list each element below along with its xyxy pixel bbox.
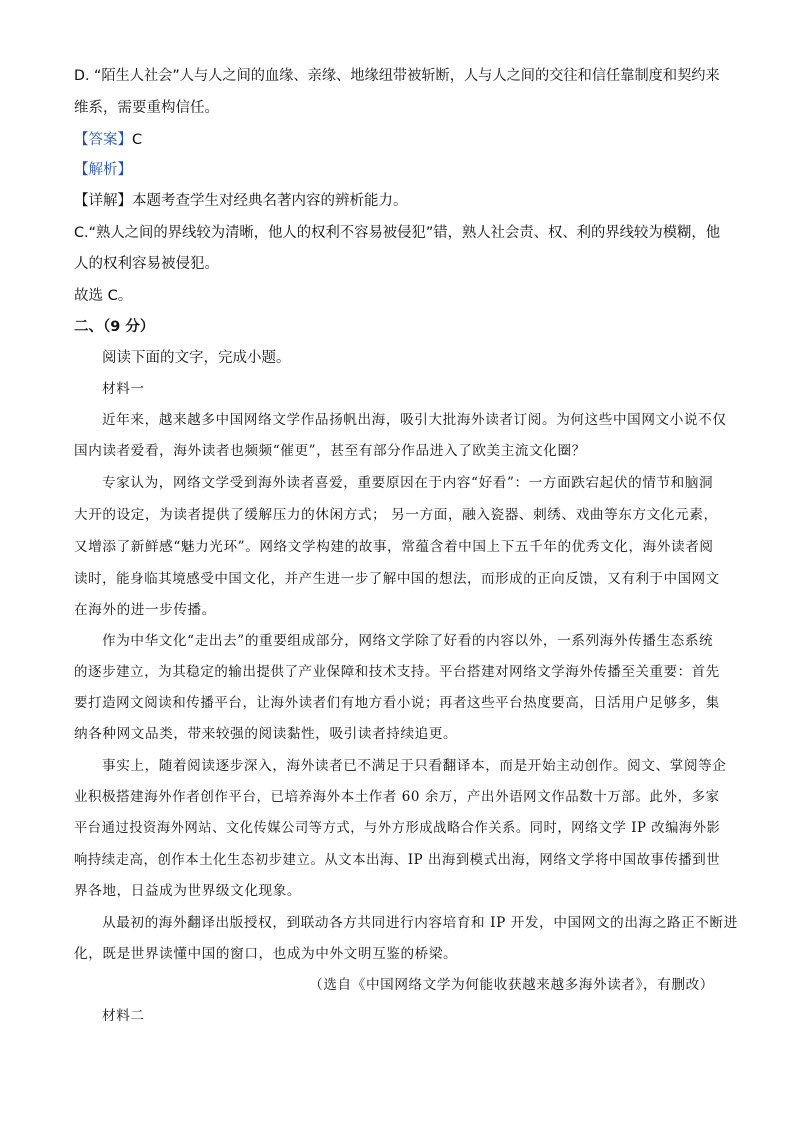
paragraph-line: 大开的设定，为读者提供了缓解压力的休闲方式； 另一方面，融入瓷器、刺绣、戏曲等东方文化元素， (74, 507, 718, 523)
paragraph-line: 又增添了新鲜感“魅力光环”。网络文学构建的故事，常蕴含着中国上下五千年的优秀文化，海外读者阅 (74, 539, 714, 555)
conclusion: 故选 C。 (74, 288, 133, 304)
material-1-label: 材料一 (102, 381, 145, 397)
instruction: 阅读下面的文字，完成小题。 (102, 350, 291, 366)
analysis-line (74, 160, 132, 180)
answer-line (74, 130, 142, 150)
detail-line (74, 191, 408, 211)
material-2-label: 材料二 (102, 1008, 145, 1024)
paragraph-line: 国内读者爱看，海外读者也频频“催更”，甚至有部分作品进入了欧美主流文化圈？ (74, 443, 586, 459)
answer-tag: 【答案】 (74, 132, 132, 148)
paragraph-line: 从最初的海外翻译出版授权，到联动各方共同进行内容培育和 IP 开发，中国网文的出海之路正不断进 (102, 915, 738, 931)
option-c-line-2: 人的权利容易被侵犯。 (74, 256, 219, 272)
detail-text: 本题考查学生对经典名著内容的辨析能力。 (132, 193, 408, 209)
paragraph-line: 业积极搭建海外作者创作平台，已培养海外本土作者 60 余万，产出外语网文作品数十万部。此外，多家 (74, 789, 720, 805)
paragraph-line: 作为中华文化“走出去”的重要组成部分，网络文学除了好看的内容以外，一系列海外传播生态系统 (102, 633, 714, 649)
analysis-tag: 【解析】 (74, 162, 132, 178)
section-heading: 二、（9 分） (74, 319, 155, 335)
paragraph-line: 要打造网文阅读和传播平台，让海外读者们有地方看小说；再者这些平台热度要高，日活用户足够多，集 (74, 695, 720, 711)
question-d-line-1: D. “陌生人社会”人与人之间的血缘、亲缘、地缘纽带被斩断，人与人之间的交往和信任靠制度和契约来 (74, 68, 720, 84)
paragraph-line: 专家认为，网络文学受到海外读者喜爱，重要原因在于内容“好看”：一方面跌宕起伏的情节和脑洞 (102, 475, 714, 491)
paragraph-line: 纳各种网文品类，带来较强的阅读黏性，吸引读者持续追更。 (74, 726, 458, 742)
paragraph-line: 化，既是世界读懂中国的窗口，也成为中外文明互鉴的桥梁。 (74, 946, 458, 962)
detail-tag: 【详解】 (74, 193, 132, 209)
question-d-line-2: 维系，需要重构信任。 (74, 100, 219, 116)
option-c-line-1: C.“熟人之间的界线较为清晰，他人的权利不容易被侵犯”错，熟人社会责、权、利的界线较为模糊，他 (74, 225, 721, 241)
paragraph-line: 事实上，随着阅读逐步深入，海外读者已不满足于只看翻译本，而是开始主动创作。阅文、掌阅等企 (102, 758, 727, 774)
paragraph-line: 响持续走高，创作本土化生态初步建立。从文本出海、IP 出海到模式出海，网络文学将中国故事传播到世 (74, 852, 721, 868)
paragraph-line: 读时，能身临其境感受中国文化，并产生进一步了解中国的想法，而形成的正向反馈，又有利于中国网文 (74, 571, 720, 587)
paragraph-line: 的逐步建立，为其稳定的输出提供了产业保障和技术支持。平台搭建对网络文学海外传播至关重要：首先 (74, 664, 720, 680)
source-citation: （选自《中国网络文学为何能收获越来越多海外读者》，有删改） (309, 977, 714, 993)
paragraph-line: 近年来，越来越多中国网络文学作品扬帆出海，吸引大批海外读者订阅。为何这些中国网文小说不仅 (102, 412, 727, 428)
paragraph-line: 在海外的进一步传播。 (74, 602, 216, 618)
answer-value: C (132, 132, 143, 148)
paragraph-line: 平台通过投资海外网站、文化传媒公司等方式，与外方形成战略合作关系。同时，网络文学 IP 改编海外影 (74, 820, 721, 836)
paragraph-line: 界各地，日益成为世界级文化现象。 (74, 883, 302, 899)
